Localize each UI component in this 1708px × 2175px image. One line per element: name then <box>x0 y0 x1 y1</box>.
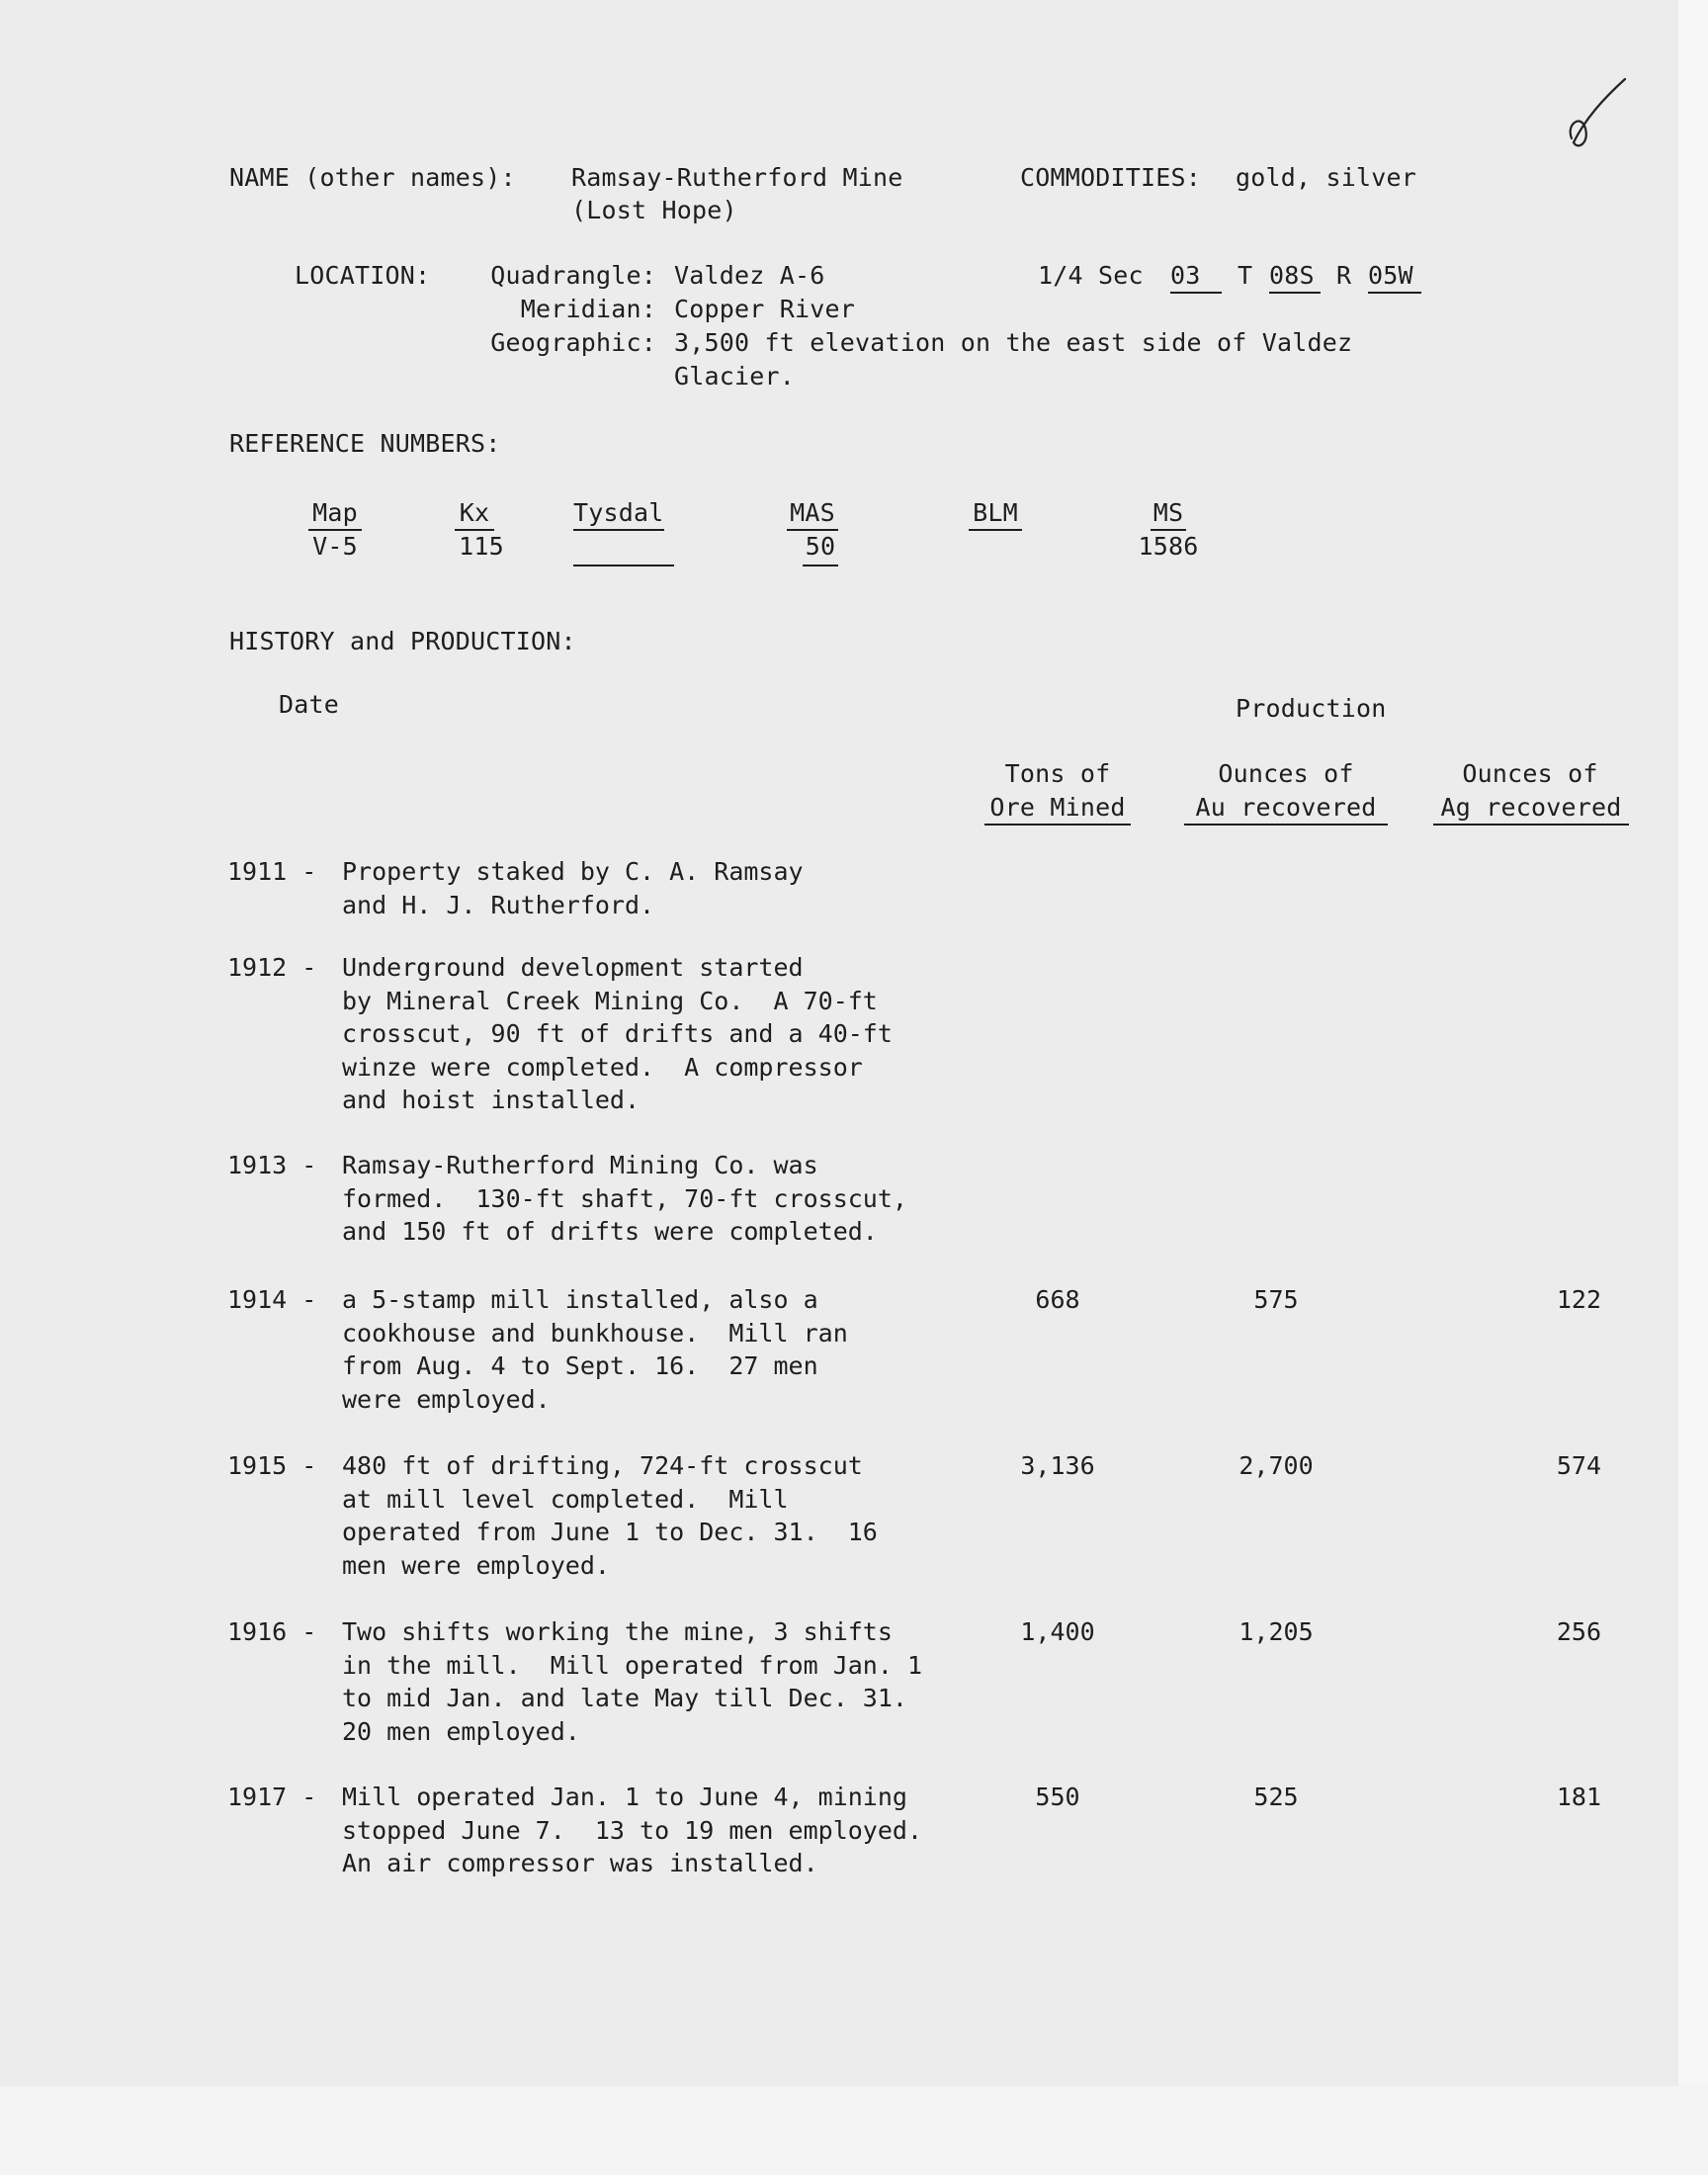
scan-edge <box>1678 0 1708 2175</box>
tons-header-line-2: Ore Mined <box>984 791 1131 826</box>
ref-ms-value: 1586 <box>1138 532 1199 561</box>
entry-au: 1,205 <box>1238 1617 1314 1646</box>
entry-text-line: men were employed. <box>342 1550 610 1580</box>
entry-text-line: to mid Jan. and late May till Dec. 31. <box>342 1684 907 1712</box>
ref-kx-value: 115 <box>459 532 504 561</box>
au-header-line-2: Au recovered <box>1184 791 1388 826</box>
entry-year: 1912 - <box>227 953 317 982</box>
history-label: HISTORY and PRODUCTION: <box>229 627 576 655</box>
ref-mas-value: 50 <box>805 532 836 561</box>
ref-map-value: V-5 <box>312 532 358 561</box>
quadrangle-label: Quadrangle: <box>490 261 656 290</box>
ref-mas-underline <box>803 565 838 566</box>
entry-text-line: were employed. <box>342 1384 551 1414</box>
entry-ag: 256 <box>1556 1617 1601 1646</box>
entry-text-line: An air compressor was installed. <box>342 1849 818 1877</box>
ag-header-line-2: Ag recovered <box>1433 791 1629 826</box>
entry-text-line: Two shifts working the mine, 3 shifts <box>342 1617 893 1646</box>
ref-ms-header: MS <box>1151 496 1186 531</box>
geographic-line-2: Glacier. <box>674 362 796 391</box>
entry-text-line: 20 men employed. <box>342 1716 580 1746</box>
scan-bottom-edge <box>0 2086 1708 2175</box>
geographic-line-1: 3,500 ft elevation on the east side of Valdez <box>674 328 1353 357</box>
entry-text-line: Underground development started <box>342 953 804 982</box>
au-header-line-1: Ounces of <box>1218 759 1354 788</box>
entry-year: 1911 - <box>227 857 317 886</box>
name-label: NAME (other names): <box>229 163 516 192</box>
entry-text-line: Ramsay-Rutherford Mining Co. was <box>342 1151 818 1179</box>
date-header: Date <box>279 690 340 719</box>
entry-text-line: and 150 ft of drifts were completed. <box>342 1217 878 1246</box>
meridian-label: Meridian: <box>520 295 656 323</box>
entry-year: 1915 - <box>227 1451 317 1480</box>
location-label: LOCATION: <box>295 261 431 290</box>
range-prefix: R <box>1336 261 1352 290</box>
entry-text-line: and hoist installed. <box>342 1086 640 1114</box>
tons-header-line-1: Tons of <box>1004 759 1111 788</box>
entry-tons: 3,136 <box>1020 1451 1095 1480</box>
entry-tons: 668 <box>1035 1285 1080 1314</box>
entry-tons: 550 <box>1035 1783 1080 1811</box>
reference-label: REFERENCE NUMBERS: <box>229 429 501 458</box>
handwritten-mark-icon <box>1564 69 1633 158</box>
entry-text-line: by Mineral Creek Mining Co. A 70-ft <box>342 986 878 1015</box>
entry-text-line: formed. 130-ft shaft, 70-ft crosscut, <box>342 1183 907 1213</box>
entry-year: 1916 - <box>227 1617 317 1646</box>
entry-au: 525 <box>1253 1783 1299 1811</box>
quadrangle-value: Valdez A-6 <box>674 261 825 290</box>
entry-text-line: Property staked by C. A. Ramsay <box>342 857 804 886</box>
entry-text-line: in the mill. Mill operated from Jan. 1 <box>342 1650 922 1680</box>
section-prefix: 1/4 Sec <box>1038 261 1144 290</box>
meridian-value: Copper River <box>674 295 856 323</box>
entry-au: 575 <box>1253 1285 1299 1314</box>
entry-ag: 122 <box>1556 1285 1601 1314</box>
entry-text-line: winze were completed. A compressor <box>342 1052 863 1082</box>
production-header: Production <box>1236 694 1387 723</box>
ref-mas-header: MAS <box>787 496 838 531</box>
entry-year: 1914 - <box>227 1285 317 1314</box>
entry-text-line: operated from June 1 to Dec. 31. 16 <box>342 1518 878 1546</box>
ref-blm-header: BLM <box>969 496 1022 531</box>
commodities-value: gold, silver <box>1236 163 1417 192</box>
entry-text-line: stopped June 7. 13 to 19 men employed. <box>342 1815 922 1845</box>
entry-year: 1917 - <box>227 1783 317 1811</box>
ag-header-line-1: Ounces of <box>1462 759 1598 788</box>
entry-tons: 1,400 <box>1020 1617 1095 1646</box>
ref-tysdal-header: Tysdal <box>573 496 664 531</box>
section-value: 03 <box>1170 259 1222 294</box>
other-name: (Lost Hope) <box>571 196 737 224</box>
entry-au: 2,700 <box>1238 1451 1314 1480</box>
ref-map-header: Map <box>308 496 362 531</box>
entry-text-line: at mill level completed. Mill <box>342 1484 789 1514</box>
commodities-label: COMMODITIES: <box>1020 163 1202 192</box>
geographic-label: Geographic: <box>490 328 656 357</box>
ref-kx-header: Kx <box>455 496 494 531</box>
entry-ag: 574 <box>1556 1451 1601 1480</box>
entry-text-line: cookhouse and bunkhouse. Mill ran <box>342 1318 848 1348</box>
entry-text-line: Mill operated Jan. 1 to June 4, mining <box>342 1783 907 1811</box>
range-value: 05W <box>1368 259 1421 294</box>
township-prefix: T <box>1238 261 1253 290</box>
entry-year: 1913 - <box>227 1151 317 1179</box>
entry-text-line: from Aug. 4 to Sept. 16. 27 men <box>342 1351 818 1380</box>
entry-text-line: a 5-stamp mill installed, also a <box>342 1285 818 1314</box>
name-value: Ramsay-Rutherford Mine <box>571 163 903 192</box>
entry-text-line: crosscut, 90 ft of drifts and a 40-ft <box>342 1019 893 1048</box>
entry-text-line: 480 ft of drifting, 724-ft crosscut <box>342 1451 863 1480</box>
ref-tysdal-blank-line <box>573 565 674 566</box>
entry-text-line: and H. J. Rutherford. <box>342 890 655 919</box>
entry-ag: 181 <box>1556 1783 1601 1811</box>
township-value: 08S <box>1269 259 1321 294</box>
